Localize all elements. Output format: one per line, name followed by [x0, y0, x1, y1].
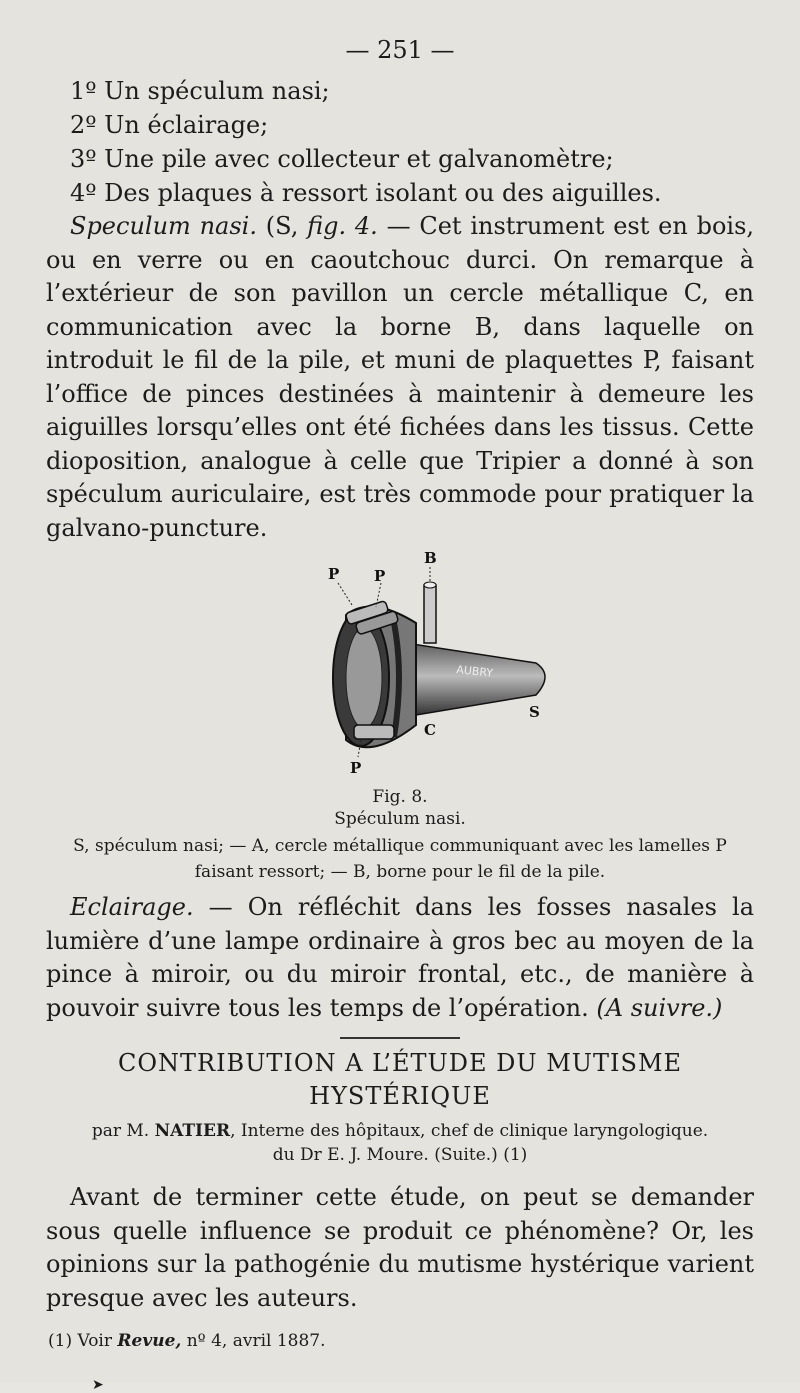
article-title-line: CONTRIBUTION A L’ÉTUDE DU MUTISME [117, 1049, 683, 1077]
byline-prefix: par M. [91, 1121, 155, 1141]
label-p-right: P [374, 567, 386, 585]
maker-label: AUBRY [455, 663, 494, 680]
equipment-list [46, 74, 754, 210]
article-title [46, 1047, 754, 1113]
label-p-bottom: P [350, 759, 362, 777]
eclairage-paragraph [46, 891, 754, 1025]
footnote [46, 1331, 754, 1351]
list-item: 3º Une pile avec collecteur et galvanomètre; [70, 145, 614, 173]
figure-title: Spéculum nasi. [334, 809, 466, 829]
page-number: — 251 — [345, 36, 455, 64]
eclairage-body: — On réfléchit dans les fosses nasales la lumière d’une lampe ordinaire à gros bec au moyen de la pince à miroir, ou du miroir frontal, etc., de manière à pouvoir suivre tous les temps de l’opération. [46, 893, 754, 1022]
footnote-journal: Revue, [117, 1331, 182, 1351]
clip-bottom [354, 725, 394, 739]
article-body: Avant de terminer cette étude, on peut se demander sous quelle influence se produit ce phénomène? Or, les opinions sur la pathogénie du mutisme hystérique varient presque avec les auteurs. [46, 1183, 754, 1312]
stray-mark: ➤ [92, 1377, 104, 1393]
a-suivre: (A suivre.) [596, 993, 723, 1022]
speculum-body: — Cet instrument est en bois, ou en verre ou en caoutchouc durci. On remarque à l’extérieur de son pavillon un cercle métallique C, en communication avec la borne B, dans laquelle on introduit le fil de la pile, et muni de plaquettes P, faisant l’office de pinces destinées à maintenir à demeure les aiguilles lorsqu’elles ont été fichées dans les tissus. Cette dioposition, analogue à celle que Tripier a donné à son spéculum auriculaire, est très commode pour pratiquer la galvano-puncture. [46, 212, 755, 542]
speculum-inner [346, 628, 382, 728]
speculum-paragraph [46, 210, 754, 545]
list-item: 2º Un éclairage; [70, 111, 269, 139]
article-byline [46, 1119, 754, 1167]
label-p-left: P [328, 565, 340, 583]
list-item: 1º Un spéculum nasi; [70, 77, 330, 105]
figure-legend-line: S, spéculum nasi; — A, cercle métallique communiquant avec les lamelles P [73, 836, 727, 856]
article-title-line: HYSTÉRIQUE [309, 1082, 491, 1110]
speculum-illustration [276, 545, 576, 785]
figure-number: Fig. 8. [372, 787, 428, 807]
speculum-heading: Speculum nasi. [70, 212, 257, 240]
speculum-fig-ref: fig. 4. [307, 212, 378, 240]
author-name: NATIER [154, 1121, 231, 1141]
terminal-top [424, 582, 436, 588]
footnote-rest: nº 4, avril 1887. [181, 1331, 326, 1351]
label-c: C [424, 721, 436, 739]
speculum-figure [46, 545, 754, 785]
section-divider [340, 1037, 460, 1039]
figure-legend-line: faisant ressort; — B, borne pour le fil de la pile. [194, 862, 606, 882]
label-s: S [529, 703, 540, 721]
speculum-ref-open: (S, [256, 212, 308, 240]
footnote-prefix: (1) Voir [48, 1331, 118, 1351]
label-b: B [424, 549, 437, 567]
eclairage-heading: Eclairage. [70, 893, 194, 921]
terminal-post [424, 585, 436, 643]
list-item: 4º Des plaques à ressort isolant ou des aiguilles. [70, 179, 662, 207]
figure-legend [46, 833, 754, 885]
byline-rest: , Interne des hôpitaux, chef de clinique laryngologique. [230, 1121, 709, 1141]
byline-line2: du Dr E. J. Moure. (Suite.) (1) [272, 1145, 528, 1165]
